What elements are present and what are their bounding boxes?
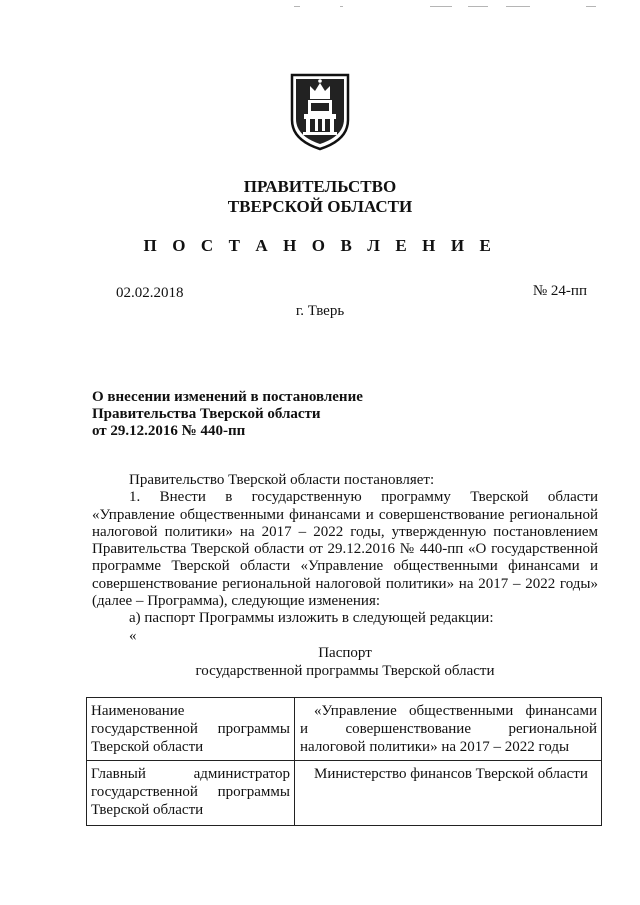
preamble: Правительство Тверской области постановляет: — [129, 472, 435, 488]
subject-line: Правительства Тверской области — [92, 406, 321, 422]
table-row — [87, 761, 602, 826]
item-1-line: 1. Внести в государственную программу Тверской области — [129, 489, 598, 506]
row-label — [87, 698, 295, 761]
value-line: «Управление общественными финансами — [314, 703, 597, 719]
organization-name-line2: ТВЕРСКОЙ ОБЛАСТИ — [227, 197, 413, 216]
row-value — [295, 698, 602, 761]
value-line: Министерство финансов Тверской области — [314, 766, 588, 782]
item-1-line: «Управление общественными финансами и совершенствование региональной — [92, 506, 598, 523]
item-1-line: налоговой политики» на 2017 – 2022 годы, утвержденную постановлением — [92, 523, 598, 540]
city: г. Тверь — [295, 303, 345, 319]
label-line: государственной программы — [91, 721, 290, 737]
value-line: налоговой политики» на 2017 – 2022 годы — [300, 739, 570, 755]
item-1-line: программе Тверской области «Управление общественными финансами и — [92, 558, 598, 575]
document-number: № 24-пп — [532, 283, 587, 299]
document-date: 02.02.2018 — [116, 285, 184, 301]
item-1-line: Правительства Тверской области от 29.12.2016 № 440-пп «О государственной — [92, 541, 598, 558]
value-line: и совершенствование региональной — [300, 721, 597, 737]
label-line: Тверской области — [91, 739, 204, 755]
label-line: государственной программы — [91, 784, 290, 800]
item-1-line: совершенствование региональной налоговой политики» на 2017 – 2022 годы» — [92, 575, 598, 592]
subject-block — [92, 389, 363, 440]
passport-subtitle: государственной программы Тверской области — [195, 663, 495, 679]
subject-line: от 29.12.2016 № 440-пп — [92, 423, 246, 439]
coat-of-arms-emblem — [289, 72, 351, 152]
subitem-a: а) паспорт Программы изложить в следующей редакции: — [129, 610, 494, 627]
label-line: Наименование — [91, 703, 185, 719]
row-value — [295, 761, 602, 826]
passport-heading — [0, 644, 640, 680]
subject-line: О внесении изменений в постановление — [92, 389, 363, 405]
table-row — [87, 698, 602, 761]
label-line: Тверской области — [91, 802, 204, 818]
item-1-line: (далее – Программа), следующие изменения: — [92, 593, 381, 610]
row-label — [87, 761, 295, 826]
scan-marks — [280, 2, 620, 10]
passport-title: Паспорт — [318, 645, 372, 661]
label-line: Главный администратор — [91, 766, 290, 782]
quote-open: « — [129, 627, 137, 644]
document-type-title: П О С Т А Н О В Л Е Н И Е — [143, 236, 497, 255]
passport-table — [86, 697, 602, 826]
body-text — [92, 472, 598, 645]
organization-name-line1: ПРАВИТЕЛЬСТВО — [243, 177, 397, 196]
